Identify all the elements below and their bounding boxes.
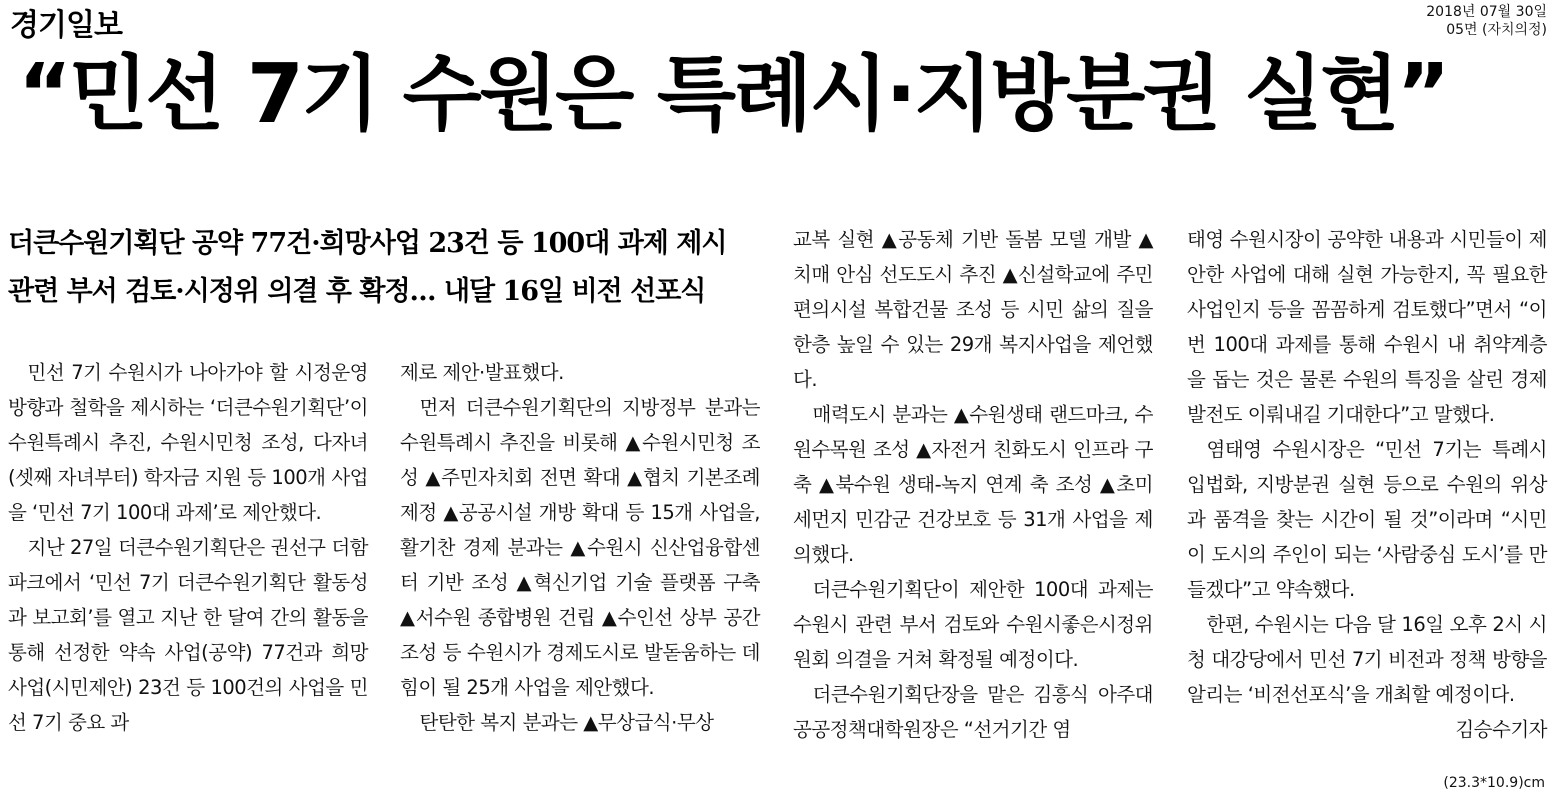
paragraph: 매력도시 분과는 ▲수원생태 랜드마크, 수원수목원 조성 ▲자전거 친화도시 인프라 구축 ▲북수원 생태-녹지 연계 축 조성 ▲초미세먼지 민감군 건강보호 등 31개 사업을 제의했다. <box>793 403 1153 566</box>
paragraph: 먼저 더큰수원기획단의 지방정부 분과는 수원특례시 추진을 비롯해 ▲수원시민청 조성 ▲주민자치회 전면 확대 ▲협치 기본조례 제정 ▲공공시설 개방 확대 등 15개 사업을, 활기찬 경제 분과는 ▲수원시 신산업융합센터 기반 조성 ▲혁신기업 기술 플랫폼 구축 ▲서수원 종합병원 건립 ▲수인선 상부 공간 조성 등 수원시가 경제도시로 발돋움하는 데 힘이 될 25개 사업을 제안했다. <box>400 396 760 699</box>
issue-date: 2018년 07월 30일 <box>1426 4 1547 20</box>
paragraph: 탄탄한 복지 분과는 ▲무상급식·무상 <box>419 711 714 734</box>
article-column-3 <box>793 222 1153 747</box>
issue-page: 05면 (자치의정) <box>1446 22 1547 38</box>
paragraph: 더큰수원기획단장을 맡은 김흥식 아주대 공공정책대학원장은 “선거기간 염 <box>793 683 1153 741</box>
paragraph: 교복 실현 ▲공동체 기반 돌봄 모델 개발 ▲치매 안심 선도도시 추진 ▲신설학교에 주민편의시설 복합건물 조성 등 시민 삶의 질을 한층 높일 수 있는 29개 복지사업을 제언했다. <box>793 228 1153 391</box>
clipping-size-note: (23.3*10.9)cm <box>1443 775 1545 791</box>
subhead-line-2: 관련 부서 검토·시정위 의결 후 확정… 내달 16일 비전 선포식 <box>8 276 706 307</box>
issue-meta <box>1426 3 1547 39</box>
paragraph: 더큰수원기획단이 제안한 100대 과제는 수원시 관련 부서 검토와 수원시좋은시정위원회 의결을 거쳐 확정될 예정이다. <box>793 578 1153 671</box>
newspaper-masthead: 경기일보 <box>10 8 122 43</box>
reporter-byline: 김승수기자 <box>1455 718 1547 741</box>
article-column-1 <box>8 355 368 740</box>
article-headline: “민선 7기 수원은 특례시·지방분권 실현” <box>18 47 1448 142</box>
subhead-line-1: 더큰수원기획단 공약 77건·희망사업 23건 등 100대 과제 제시 <box>8 228 727 259</box>
article-column-2 <box>400 355 760 740</box>
paragraph: 제로 제안·발표했다. <box>400 361 564 384</box>
paragraph: 한편, 수원시는 다음 달 16일 오후 2시 시청 대강당에서 민선 7기 비전과 정책 방향을 알리는 ‘비전선포식’을 개최할 예정이다. <box>1187 613 1547 706</box>
paragraph: 염태영 수원시장은 “민선 7기는 특례시 입법화, 지방분권 실현 등으로 수원의 위상과 품격을 찾는 시간이 될 것”이라며 “시민이 도시의 주인이 되는 ‘사람중심 도시’를 만들겠다”고 약속했다. <box>1187 438 1547 601</box>
paragraph: 태영 수원시장이 공약한 내용과 시민들이 제안한 사업에 대해 실현 가능한지, 꼭 필요한 사업인지 등을 꼼꼼하게 검토했다”면서 “이번 100대 과제를 통해 수원시 내 취약계층을 돕는 것은 물론 수원의 특징을 살린 경제 발전도 이뤄내길 기대한다”고 말했다. <box>1187 228 1547 426</box>
paragraph: 지난 27일 더큰수원기획단은 권선구 더함파크에서 ‘민선 7기 더큰수원기획단 활동성과 보고회’를 열고 지난 한 달여 간의 활동을 통해 선정한 약속 사업(공약) 77건과 희망 사업(시민제안) 23건 등 100건의 사업을 민선 7기 중요 과 <box>8 536 368 734</box>
paragraph: 민선 7기 수원시가 나아가야 할 시정운영 방향과 철학을 제시하는 ‘더큰수원기획단’이 수원특례시 추진, 수원시민청 조성, 다자녀(셋째 자녀부터) 학자금 지원 등 100개 사업을 ‘민선 7기 100대 과제’로 제안했다. <box>8 361 368 524</box>
article-column-4 <box>1187 222 1547 747</box>
article-subheads <box>8 220 768 316</box>
